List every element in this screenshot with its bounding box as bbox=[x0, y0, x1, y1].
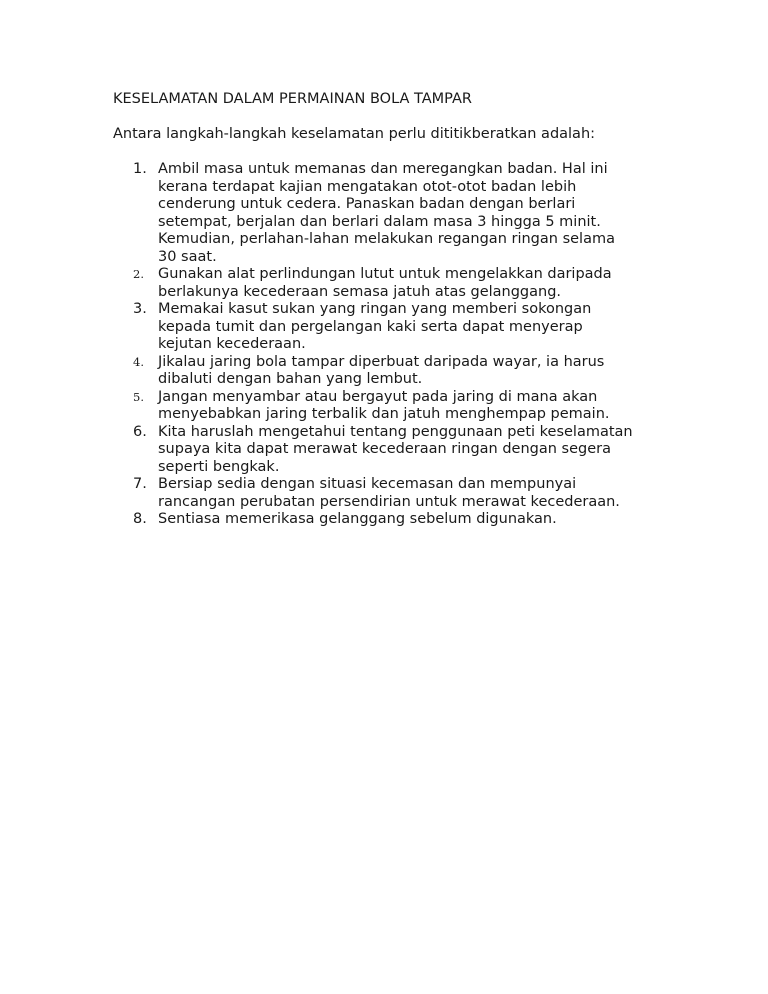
list-item-number: 4. bbox=[133, 354, 144, 369]
list-item bbox=[113, 354, 673, 389]
list-item bbox=[113, 389, 673, 424]
list-item-text: Gunakan alat perlindungan lutut untuk mengelakkan daripada berlakunya kecederaan semasa jatuh atas gelanggang. bbox=[158, 266, 612, 300]
list-item-number: 7. bbox=[133, 476, 147, 492]
list-item-number: 1. bbox=[133, 161, 147, 177]
list-item-number: 2. bbox=[133, 267, 144, 281]
intro-paragraph: Antara langkah-langkah keselamatan perlu dititikberatkan adalah: bbox=[113, 126, 596, 142]
list-item bbox=[113, 301, 673, 354]
list-item-text: Sentiasa memerikasa gelanggang sebelum digunakan. bbox=[158, 511, 557, 527]
list-item-number: 5. bbox=[133, 389, 144, 404]
list-item-text: Kita haruslah mengetahui tentang penggunaan peti keselamatan supaya kita dapat merawat kecederaan ringan dengan segera seperti bengkak. bbox=[158, 423, 633, 475]
list-item-text: Memakai kasut sukan yang ringan yang memberi sokongan kepada tumit dan pergelangan kaki serta dapat menyerap kejutan kecederaan. bbox=[158, 301, 592, 352]
list-item-text: Jikalau jaring bola tampar diperbuat daripada wayar, ia harus dibaluti dengan bahan yang lembut. bbox=[158, 353, 605, 387]
list-item bbox=[113, 161, 673, 266]
list-item bbox=[113, 476, 673, 511]
list-item-text: Bersiap sedia dengan situasi kecemasan dan mempunyai rancangan perubatan persendirian untuk merawat kecederaan. bbox=[158, 476, 620, 510]
list-item-text: Ambil masa untuk memanas dan meregangkan badan. Hal ini kerana terdapat kajian mengatakan otot-otot badan lebih cenderung untuk cedera. Panaskan badan dengan berlari setempat, berjalan dan berlari dalam masa 3 hingga 5 minit. Kemudian, perlahan-lahan melakukan regangan ringan selama 30 saat. bbox=[158, 161, 615, 265]
list-item bbox=[113, 266, 673, 301]
list-item-number: 6. bbox=[133, 423, 147, 440]
document-title: KESELAMATAN DALAM PERMAINAN BOLA TAMPAR bbox=[113, 91, 472, 107]
list-item bbox=[113, 511, 673, 529]
list-item bbox=[113, 424, 673, 477]
list-item-number: 3. bbox=[133, 301, 147, 317]
list-item-text: Jangan menyambar atau bergayut pada jaring di mana akan menyebabkan jaring terbalik dan jatuh menghempap pemain. bbox=[158, 388, 610, 422]
list-item-number: 8. bbox=[133, 511, 147, 527]
safety-steps-list bbox=[113, 161, 673, 529]
